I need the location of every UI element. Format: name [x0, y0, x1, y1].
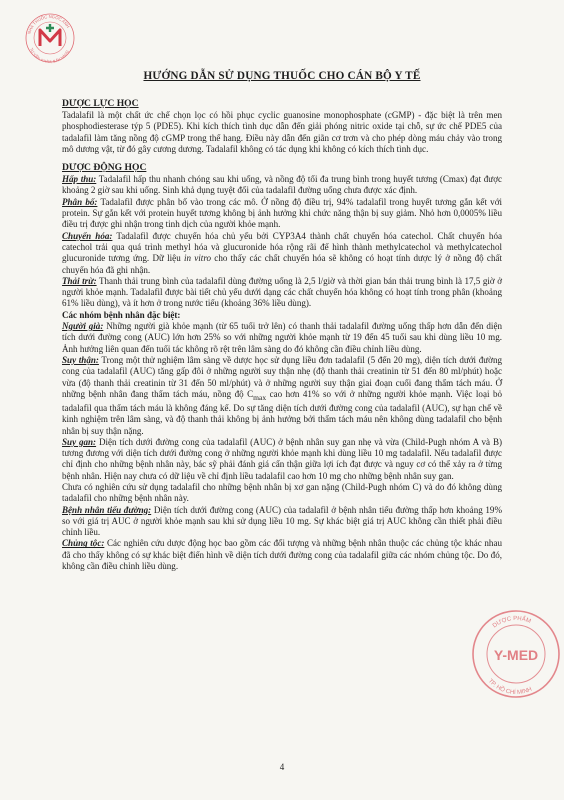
elderly-text: Những người già khỏe mạnh (từ 65 tuổi trở lên) có thanh thải tadalafil đường uống thấp hơn dẫn đến diện tích dưới đường cong (AUC) lớn hơn 25% so với những người khỏe mạnh từ 19 đến 45 tuổi sau khi dùng liều 10 mg. Ảnh hưởng liên quan đến tuổi tác không rõ rệt trên lâm sàng do đó không cần điều chỉnh liều dùng. [62, 321, 502, 354]
elimination-paragraph [62, 276, 502, 310]
distribution-label: Phân bố: [62, 196, 98, 207]
race-paragraph [62, 538, 502, 572]
hepatic-label: Suy gan: [62, 436, 97, 447]
absorption-paragraph [62, 174, 502, 197]
svg-text:TƯ VẤN, KHÁM, BÁN HÀNG [29, 47, 70, 64]
absorption-text: Tadalafil hấp thu nhanh chóng sau khi uống, và nồng độ tối đa trung bình trong huyết tương (Cmax) đạt được khoảng 2 giờ sau khi uống. Sinh khả dụng tuyệt đối của tadalafil đường uống chưa được xác định. [62, 174, 502, 196]
hepatic-paragraph [62, 437, 502, 482]
metabolism-label: Chuyển hóa: [62, 230, 113, 241]
in-vitro-term: in vitro [183, 253, 212, 264]
diabetes-text: Diện tích dưới đường cong (AUC) của tadalafil ở bệnh nhân tiểu đường thấp hơn khoảng 19% so với giá trị AUC ở người khỏe mạnh sau khi sử dụng liều 10 mg. Sự khác biệt giá trị AUC không cần thiết phải điều chỉnh liều. [62, 504, 502, 538]
diabetes-label: Bệnh nhân tiểu đường: [62, 504, 152, 515]
race-text: Các nghiên cứu dược động học bao gồm các đối tượng và những bệnh nhân thuộc các chủng tộc khác nhau đã cho thấy không có sự khác biệt điển hình về diện tích dưới đường cong của tadalafil giữa các nhóm chủng tộc. Do đó, không cần điều chỉnh liều dùng. [62, 538, 502, 572]
stamp-bottom-text: TP. HỒ CHÍ MINH [486, 678, 533, 697]
hepatic-text: Diện tích dưới đường cong của tadalafil (AUC) ở bệnh nhân suy gan nhẹ và vừa (Child-Pugh nhóm A và B) tương đương với diện tích dưới đường cong ở những người khỏe mạnh khi dùng liều 10 mg tadalafil. Nếu tadalafil được chỉ định cho những bệnh nhân này, bác sỹ phải đánh giá cẩn thận giữa lợi ích đạt được và nguy cơ có thể xảy ra ở từng bệnh nhân. Hiện nay chưa có dữ liệu về chỉ định liều tadalafil cao hơn 10 mg cho những bệnh nhân suy gan. [62, 436, 503, 481]
page-number: 4 [279, 762, 285, 772]
stamp-main-text: Y-MED [493, 647, 539, 663]
svg-text:DƯỢC PHẨM [492, 616, 532, 630]
metabolism-text-2: cho thấy các chất chuyển hóa sẽ không có hoạt tính dược lý ở nồng độ chất chuyển hóa đã ghi nhận. [62, 253, 502, 275]
logo-top-text: NHÀ THUỐC NGỌC ANH [26, 13, 71, 35]
company-stamp [470, 608, 562, 700]
elderly-paragraph [62, 321, 502, 355]
metabolism-text-1: Tadalafil được chuyển hóa chủ yếu bởi CYP3A4 thành chất chuyển hóa catechol. Chất chuyển hóa catechol trải qua quá trình methyl hóa và glucuronide hóa rộng rãi để hình thành methylcatechol và methylcatechol glucuronide tương ứng. Dữ liệu [62, 230, 502, 264]
document-body [62, 98, 502, 572]
elimination-label: Thải trừ: [62, 275, 97, 286]
document-title: HƯỚNG DẪN SỬ DỤNG THUỐC CHO CÁN BỘ Y TẾ [143, 70, 421, 82]
metabolism-paragraph [62, 231, 502, 276]
cmax-subscript: max [253, 392, 267, 402]
race-label: Chủng tộc: [62, 538, 105, 549]
elderly-label: Người già: [62, 321, 104, 332]
renal-label: Suy thận: [62, 354, 99, 365]
special-groups-heading: Các nhóm bệnh nhân đặc biệt: [62, 309, 181, 320]
renal-text-1: Trong một thử nghiệm lâm sàng về dược học sử dụng liều đơn tadalafil (5 đến 20 mg), diện tích dưới đường cong của tadalafil (AUC) tăng gấp đôi ở những người suy thận nhẹ (độ thanh thải creatinin từ 51 đến 80 ml/phút) hoặc vừa (độ thanh thải creatinin từ 31 đến 50 ml/phút) và ở những người suy thận giai đoạn cuối đang thẩm tách máu. Ở những bệnh nhân đang thẩm tách máu, nồng độ C [62, 354, 503, 399]
renal-text-2: cao hơn 41% so với ở những người khỏe mạnh. Việc loại bỏ tadalafil qua thẩm tách máu là không đáng kể. Do sự tăng diện tích dưới đường cong của tadalafil (AUC), sự hạn chế về kinh nghiệm trên lâm sàng, và độ thanh thải không bị ảnh hưởng bởi thẩm tách máu nên không dùng tadalafil cho bệnh nhân bị suy thận nặng. [62, 388, 502, 436]
pharmacokinetics-heading: DƯỢC ĐỘNG HỌC [62, 162, 147, 174]
pharmacy-logo [22, 8, 78, 64]
svg-text:NHÀ THUỐC NGỌC ANH [26, 14, 70, 35]
absorption-label: Hấp thu: [62, 174, 97, 185]
logo-bottom-text: TƯ VẤN, KHÁM, BÁN HÀNG [29, 47, 70, 64]
distribution-paragraph [62, 197, 502, 231]
hepatic-extra-paragraph: Chưa có nghiên cứu sử dụng tadalafil cho những bệnh nhân bị xơ gan nặng (Child-Pugh nhóm C) và do đó không dùng tadalafil cho những bệnh nhân này. [62, 482, 502, 504]
elimination-text: Thanh thải trung bình của tadalafil dùng đường uống là 2,5 l/giờ và thời gian bán thải trung bình là 17,5 giờ ở người khỏe mạnh. Tadalafil được bài tiết chủ yếu dưới dạng các chất chuyển hóa không có hoạt tính trong phân (khoảng 61% liều dùng), và ít hơn ở trong nước tiểu (khoảng 36% liều dùng). [62, 275, 502, 309]
pharmacodynamics-heading: DƯỢC LỰC HỌC [62, 98, 139, 109]
pharmacy-mark-icon [40, 24, 60, 46]
stamp-top-text: DƯỢC PHẨM [491, 615, 532, 630]
diabetes-paragraph [62, 505, 502, 539]
pharmacodynamics-text: Tadalafil là một chất ức chế chọn lọc có hồi phục cyclic guanosine monophosphate (cGMP) - đặc biệt là trên men phosphodiesterase týp 5 (PDE5). Khi kích thích tình dục dẫn đến giải phóng nitric oxide tại chỗ, sự ức chế PDE5 của tadalafil làm tăng nồng độ cGMP trong thể hang. Điều này dẫn đến giãn cơ trơn và cho phép dòng máu chảy vào trong mô dương vật, từ đó gây cương dương. Tadalafil không có tác dụng khi không có kích thích tình dục. [62, 110, 502, 154]
renal-paragraph [62, 355, 502, 437]
distribution-text: Tadalafil được phân bố vào trong các mô. Ở nồng độ điều trị, 94% tadalafil trong huyết tương gắn kết với protein. Sự gắn kết với protein huyết tương không bị ảnh hưởng khi chức năng thận bị suy giảm. Nhỏ hơn 0,0005% liều điều trị được ghi nhận trong tinh dịch của người khỏe mạnh. [62, 196, 503, 230]
